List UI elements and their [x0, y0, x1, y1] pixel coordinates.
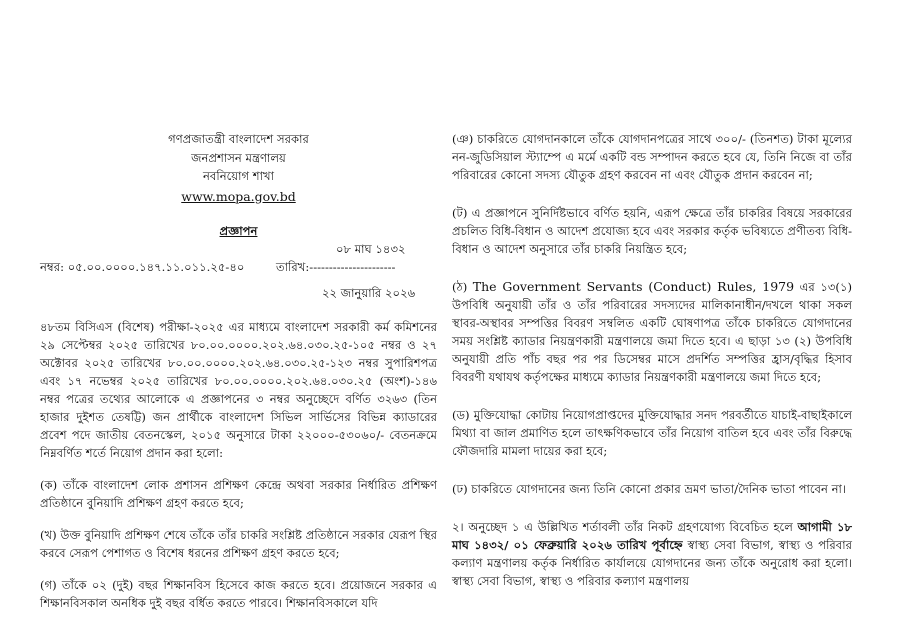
date-label: তারিখ:----------------------: [276, 259, 396, 274]
condition-ta: (ট) এ প্রজ্ঞাপনে সুনির্দিষ্টভাবে বর্ণিত হয়নি, এরূপ ক্ষেত্রে তাঁর চাকরির বিষয়ে সরকারের প্রচলিত বিধি-বিধান ও আদেশ প্রযোজ্য হবে এবং সরকার কর্তৃক ভবিষ্যতে প্রণীতব্য বিধি-বিধান ও আদেশ অনুসারে তাঁর চাকরি নিয়ন্ত্রিত হবে;: [452, 206, 852, 256]
left-column: [40, 130, 437, 612]
condition-dha: (ঢ) চাকরিতে যোগদানের জন্য তিনি কোনো প্রকার ভ্রমণ ভাতা/দৈনিক ভাতা পাবেন না।: [452, 482, 847, 496]
paragraph-2: [452, 518, 852, 590]
bangla-date-row: [40, 240, 437, 258]
condition-ja: (ঞ) চাকরিতে যোগদানকালে তাঁকে যোগদানপত্রের সাথে ৩০০/- (তিনশত) টাকা মূল্যের নন-জুডিসিয়াল স্ট্যাম্পে এ মর্মে একটি বন্ড সম্পাদন করতে হবে যে, তিনি নিজে বা তাঁর পরিবারের কোনো সদস্য যৌতুক গ্রহণ করবেন না এবং যৌতুক প্রদান করবেন না;: [452, 132, 852, 182]
right-column: [452, 130, 852, 590]
paragraph-2-end: স্বাস্থ্য সেবা বিভাগ, স্বাস্থ্য ও পরিবার কল্যাণ মন্ত্রণালয় কর্তৃক নির্ধারিত কার্যালয়ে যোগদানের জন্য তাঁকে অনুরোধ করা হলো। স্বাস্থ্য সেবা বিভাগ, স্বাস্থ্য ও পরিবার কল্যাণ মন্ত্রণালয়: [452, 538, 852, 588]
memo-row: [40, 258, 437, 276]
document-title: প্রজ্ঞাপন: [219, 223, 258, 238]
gregorian-date-row: [40, 284, 437, 302]
intro-paragraph: ৪৮তম বিসিএস (বিশেষ) পরীক্ষা-২০২৫ এর মাধ্যমে বাংলাদেশ সরকারী কর্ম কমিশনের ২৯ সেপ্টেম্বর ২০২৫ তারিখের ৮০.০০.০০০০.২০২.৬৪.০৩০.২৫-১০৫ নম্বর ও ২৭ অক্টোবর ২০২৫ তারিখের ৮০.০০.০০০০.২০২.৬৪.০৩০.২৫-১২৩ নম্বর সুপারিশপত্র এবং ১৭ নভেম্বর ২০২৫ তারিখের ৮০.০০.০০০০.২০২.৬৪.০৩০.২৫ (অংশ)-১৪৬ নম্বর পত্রের তথ্যের আলোকে এ প্রজ্ঞাপনের ৩ নম্বর অনুচ্ছেদে বর্ণিত ৩২৬৩ (তিন হাজার দুইশত তেষট্টি) জন প্রার্থীকে বাংলাদেশ সিভিল সার্ভিসের বিভিন্ন ক্যাডারের প্রবেশ পদে জাতীয় বেতনস্কেল, ২০১৫ অনুসারে টাকা ২২০০০-৫৩০৬০/- বেতনক্রমে নিম্নবর্ণিত শর্তে নিয়োগ প্রদান করা হলো:: [40, 319, 437, 460]
condition-tha: [452, 278, 852, 386]
bangla-date: ০৮ মাঘ ১৪৩২: [336, 241, 406, 256]
memo-number: নম্বর: ০৫.০০.০০০০.১৪৭.১১.০১১.২৫-৪০: [40, 259, 245, 274]
website-link[interactable]: www.mopa.gov.bd: [181, 188, 296, 204]
condition-tha-prefix: (ঠ): [452, 280, 473, 294]
condition-kha: (খ) উক্ত বুনিয়াদি প্রশিক্ষণ শেষে তাঁকে তাঁর চাকরি সংশ্লিষ্ট প্রতিষ্ঠানে সরকার যেরূপ স্থির করবে সেরূপ পেশাগত ও বিশেষ ধরনের প্রশিক্ষণ গ্রহণ করতে হবে;: [40, 527, 437, 560]
condition-ga: (গ) তাঁকে ০২ (দুই) বছর শিক্ষানবিস হিসেবে কাজ করতে হবে। প্রয়োজনে সরকার এ শিক্ষানবিসকাল অনধিক দুই বছর বর্ধিত করতে পারবে। শিক্ষানবিসকালে যদি: [40, 577, 437, 610]
condition-ka: (ক) তাঁকে বাংলাদেশ লোক প্রশাসন প্রশিক্ষণ কেন্দ্রে অথবা সরকার নির্ধারিত প্রশিক্ষণ প্রতিষ্ঠানে বুনিয়াদি প্রশিক্ষণ গ্রহণ করতে হবে;: [40, 477, 437, 510]
condition-da: (ড) মুক্তিযোদ্ধা কোটায় নিয়োগপ্রাপ্তদের মুক্তিযোদ্ধার সনদ পরবর্তীতে যাচাই-বাছাইকালে মিথ্যা বা জাল প্রমাণিত হলে তাৎক্ষণিকভাবে তাঁর নিয়োগ বাতিল হবে এবং তাঁর বিরুদ্ধে ফৌজদারি মামলা দায়ের করা হবে;: [452, 408, 852, 458]
gregorian-date: ২২ জানুয়ারি ২০২৬: [322, 285, 416, 300]
condition-tha-text: এর ১৩(১) উপবিধি অনুযায়ী তাঁর ও তাঁর পরিবারের সদস্যদের মালিকানাধীন/দখলে থাকা সকল স্থাবর-অস্থাবর সম্পত্তির বিবরণ সম্বলিত একটি ঘোষণাপত্র তাঁকে চাকরিতে যোগদানের সময় সংশ্লিষ্ট ক্যাডার নিয়ন্ত্রণকারী মন্ত্রণালয়ে জমা দিতে হবে। এ ছাড়া ১৩ (২) উপবিধি অনুযায়ী প্রতি পাঁচ বছর পর পর ডিসেম্বর মাসে প্রদর্শিত সম্পত্তির হ্রাস/বৃদ্ধির হিসাব বিবরণী যথাযথ কর্তৃপক্ষের মাধ্যমে ক্যাডার নিয়ন্ত্রণকারী মন্ত্রণালয়ে জমা দিতে হবে;: [452, 280, 852, 384]
govt-name: গণপ্রজাতন্ত্রী বাংলাদেশ সরকার: [168, 132, 309, 146]
ministry-name: জনপ্রশাসন মন্ত্রণালয়: [191, 150, 286, 165]
conduct-rules-title: The Government Servants (Conduct) Rules, 1979: [472, 279, 795, 294]
paragraph-2-start: ২। অনুচ্ছেদ ১ এ উল্লিখিত শর্তাবলী তাঁর নিকট গ্রহণযোগ্য বিবেচিত হলে: [452, 520, 798, 534]
section-name: নবনিয়োগ শাখা: [203, 169, 274, 183]
joining-deadline: আগামী ১৮ মাঘ ১৪৩২/ ০১ ফেব্রুয়ারি ২০২৬ তারিখ পূর্বাহ্নে: [452, 520, 852, 552]
